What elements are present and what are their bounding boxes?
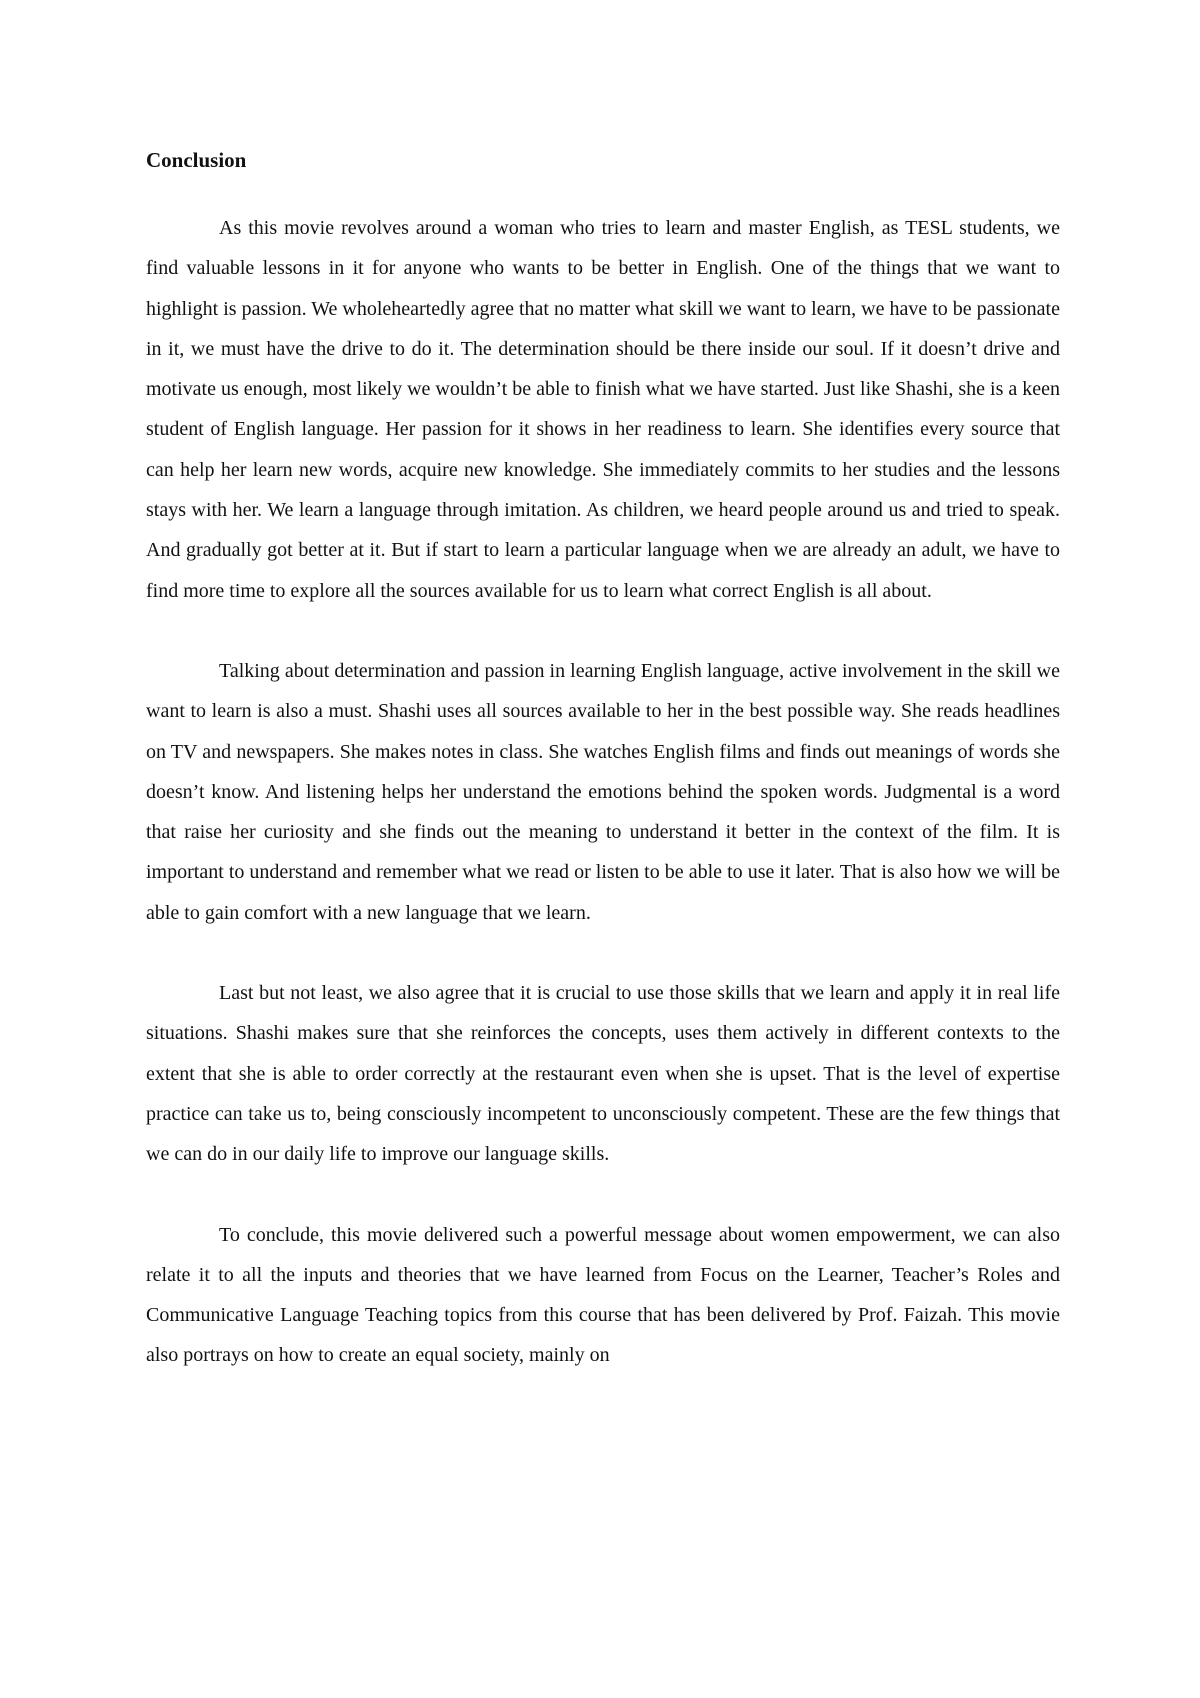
document-body [146,140,1060,1416]
paragraph-2: Talking about determination and passion in learning English language, active involvement in the skill we want to learn is also a must. Shashi uses all sources available to her in the best possible way. She reads headlines on TV and newspapers. She makes notes in class. She watches English films and finds out meanings of words she doesn’t know. And listening helps her understand the emotions behind the spoken words. Judgmental is a word that raise her curiosity and she finds out the meaning to understand it better in the context of the film. It is important to understand and remember what we read or listen to be able to use it later. That is also how we will be able to gain comfort with a new language that we learn. [146,659,1060,924]
paragraph-1: As this movie revolves around a woman who tries to learn and master English, as TESL students, we find valuable lessons in it for anyone who wants to be better in English. One of the things that we want to highlight is passion. We wholeheartedly agree that no matter what skill we want to learn, we have to be passionate in it, we must have the drive to do it. The determination should be there inside our soul. If it doesn’t drive and motivate us enough, most likely we wouldn’t be able to finish what we have started. Just like Shashi, she is a keen student of English language. Her passion for it shows in her readiness to learn. She identifies every source that can help her learn new words, acquire new knowledge. She immediately commits to her studies and the lessons stays with her. We learn a language through imitation. As children, we heard people around us and tried to speak. And gradually got better at it. But if start to learn a particular language when we are already an adult, we have to find more time to explore all the sources available for us to learn what correct English is all about. [146,217,1060,602]
paragraph-4: To conclude, this movie delivered such a powerful message about women empowerment, we can also relate it to all the inputs and theories that we have learned from Focus on the Learner, Teacher’s Roles and Communicative Language Teaching topics from this course that has been delivered by Prof. Faizah. This movie also portrays on how to create an equal society, mainly on [146,1223,1060,1367]
section-heading: Conclusion [146,148,247,172]
paragraph-3: Last but not least, we also agree that it is crucial to use those skills that we learn and apply it in real life situations. Shashi makes sure that she reinforces the concepts, uses them actively in different contexts to the extent that she is able to order correctly at the restaurant even when she is upset. That is the level of expertise practice can take us to, being consciously incompetent to unconsciously competent. These are the few things that we can do in our daily life to improve our language skills. [146,982,1060,1166]
